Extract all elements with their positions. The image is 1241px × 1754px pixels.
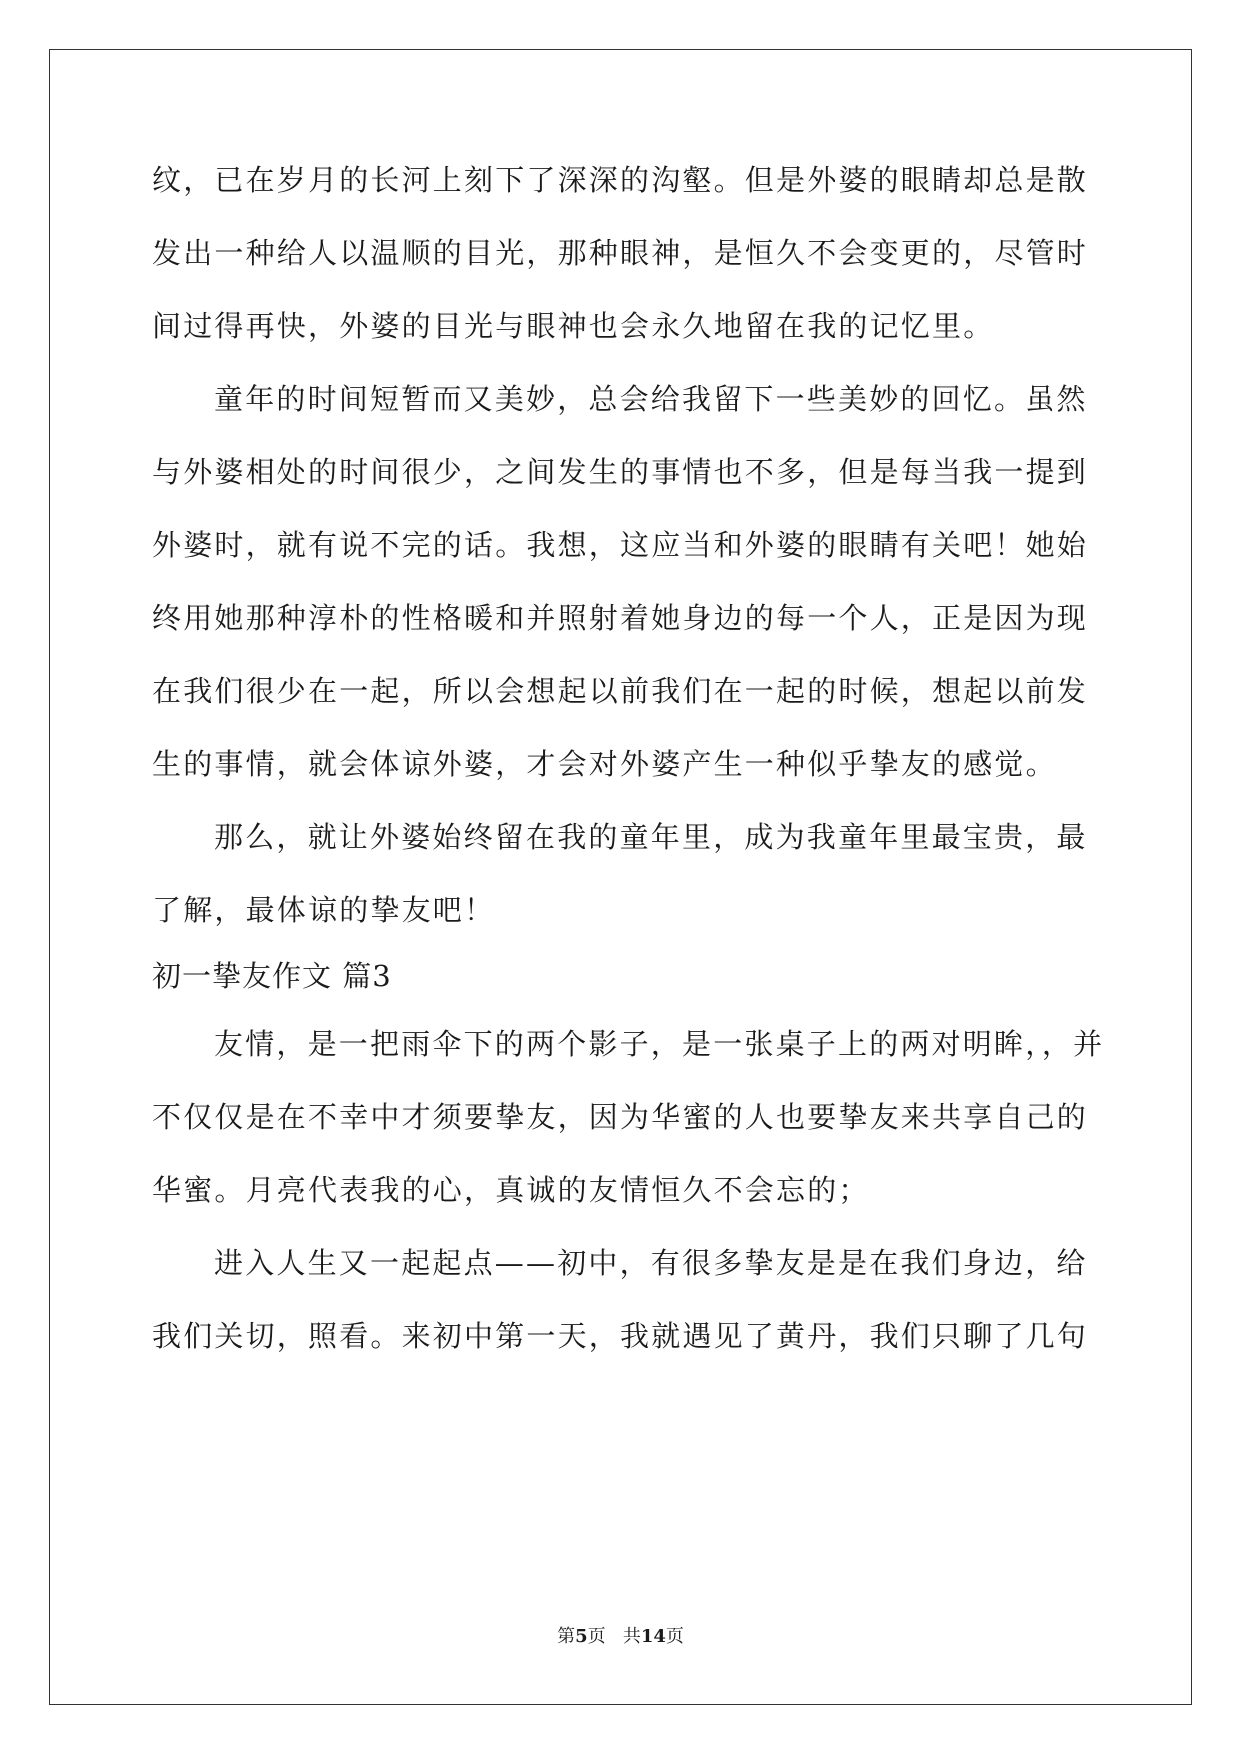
text-line: 不仅仅是在不幸中才须要挚友，因为华蜜的人也要挚友来共享自己的	[152, 1100, 1089, 1134]
text-line: 了解，最体谅的挚友吧！	[152, 893, 496, 927]
page-footer	[0, 1625, 1241, 1649]
total-suffix: 页	[665, 1626, 684, 1647]
text-line: 生的事情，就会体谅外婆，才会对外婆产生一种似乎挚友的感觉。	[152, 747, 1057, 781]
text-line: 我们关切，照看。来初中第一天，我就遇见了黄丹，我们只聊了几句	[152, 1319, 1089, 1353]
text-line: 友情，是一把雨伞下的两个影子，是一张桌子上的两对明眸，，并	[214, 1027, 1105, 1061]
text-line: 终用她那种淳朴的性格暖和并照射着她身边的每一个人，正是因为现	[152, 601, 1089, 635]
section-heading: 初一挚友作文 篇3	[152, 959, 392, 993]
page-prefix: 第	[557, 1626, 576, 1647]
page-border	[49, 49, 1192, 1705]
text-line: 那么，就让外婆始终留在我的童年里，成为我童年里最宝贵，最	[214, 820, 1088, 854]
text-line: 进入人生又一起起点——初中，有很多挚友是是在我们身边，给	[214, 1246, 1088, 1280]
page-mid: 页	[587, 1626, 606, 1647]
total-prefix: 共	[622, 1626, 641, 1647]
text-line: 外婆时，就有说不完的话。我想，这应当和外婆的眼睛有关吧！她始	[152, 528, 1089, 562]
text-line: 发出一种给人以温顺的目光，那种眼神，是恒久不会变更的，尽管时	[152, 236, 1089, 270]
text-line: 与外婆相处的时间很少，之间发生的事情也不多，但是每当我一提到	[152, 455, 1089, 489]
text-line: 华蜜。月亮代表我的心，真诚的友情恒久不会忘的；	[152, 1173, 870, 1207]
text-line: 纹，已在岁月的长河上刻下了深深的沟壑。但是外婆的眼睛却总是散	[152, 163, 1089, 197]
text-line: 间过得再快，外婆的目光与眼神也会永久地留在我的记忆里。	[152, 309, 995, 343]
page-number: 5	[575, 1626, 588, 1647]
text-line: 在我们很少在一起，所以会想起以前我们在一起的时候，想起以前发	[152, 674, 1089, 708]
text-line: 童年的时间短暂而又美妙，总会给我留下一些美妙的回忆。虽然	[214, 382, 1088, 416]
total-pages: 14	[640, 1626, 666, 1647]
